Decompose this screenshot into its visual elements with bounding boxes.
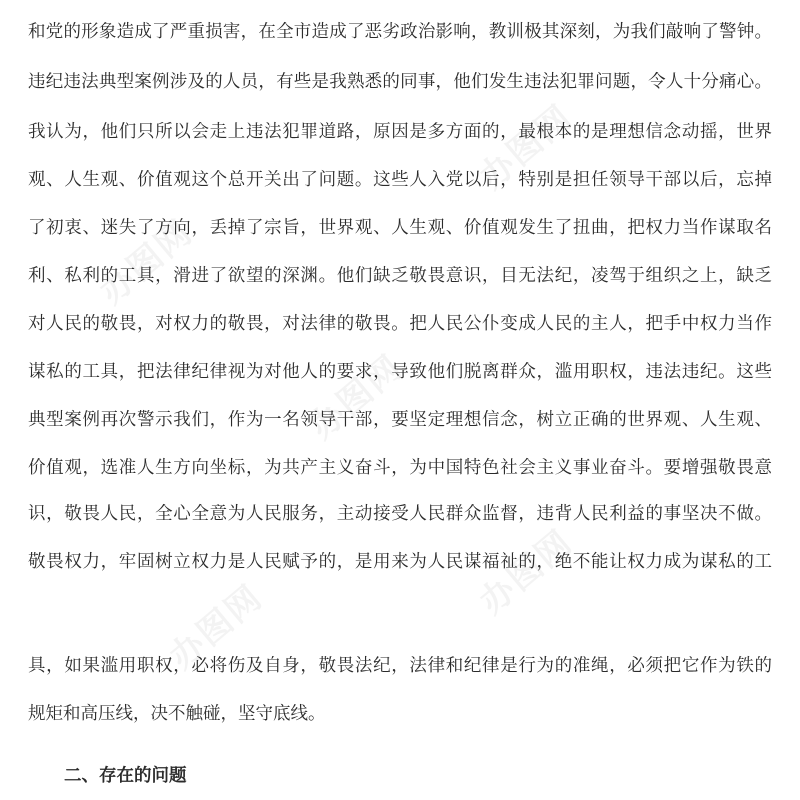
body-text-line: 对人民的敬畏，对权力的敬畏，对法律的敬畏。把人民公仆变成人民的主人，把手中权力当作 [28,314,772,334]
section-heading: 二、存在的问题 [64,766,187,786]
body-text-line: 典型案例再次警示我们，作为一名领导干部，要坚定理想信念，树立正确的世界观、人生观、 [28,410,772,430]
body-text-line: 敬畏权力，牢固树立权力是人民赋予的，是用来为人民谋福祉的，绝不能让权力成为谋私的工 [28,552,772,572]
body-text-line: 规矩和高压线，决不触碰，坚守底线。 [28,704,326,724]
body-text-line: 价值观，选准人生方向坐标，为共产主义奋斗，为中国特色社会主义事业奋斗。要增强敬畏意 [28,458,772,478]
watermark: 办图网 [472,97,581,198]
body-text-line: 了初衷、迷失了方向，丢掉了宗旨，世界观、人生观、价值观发生了扭曲，把权力当作谋取名 [28,218,772,238]
body-text-line: 违纪违法典型案例涉及的人员，有些是我熟悉的同事，他们发生违法犯罪问题，令人十分痛心。 [28,72,772,92]
body-text-line: 观、人生观、价值观这个总开关出了问题。这些人入党以后，特别是担任领导干部以后，忘掉 [28,170,772,190]
body-text-line: 识，敬畏人民，全心全意为人民服务，主动接受人民群众监督，违背人民利益的事坚决不做。 [28,504,772,524]
body-text-line: 利、私利的工具，滑进了欲望的深渊。他们缺乏敬畏意识，目无法纪，凌驾于组织之上，缺乏 [28,266,772,286]
body-text-line: 谋私的工具，把法律纪律视为对他人的要求，导致他们脱离群众，滥用职权，违法违纪。这些 [28,362,772,382]
body-text-line: 我认为，他们只所以会走上违法犯罪道路，原因是多方面的，最根本的是理想信念动摇，世界 [28,122,772,142]
body-text-line: 具，如果滥用职权，必将伤及自身，敬畏法纪，法律和纪律是行为的准绳，必须把它作为铁的 [28,656,772,676]
body-text-line: 和党的形象造成了严重损害，在全市造成了恶劣政治影响，教训极其深刻，为我们敲响了警钟。 [28,22,772,42]
watermark: 办图网 [162,577,271,678]
watermark: 办图网 [92,212,201,313]
watermark: 办图网 [302,347,411,448]
watermark: 办图网 [472,522,581,623]
